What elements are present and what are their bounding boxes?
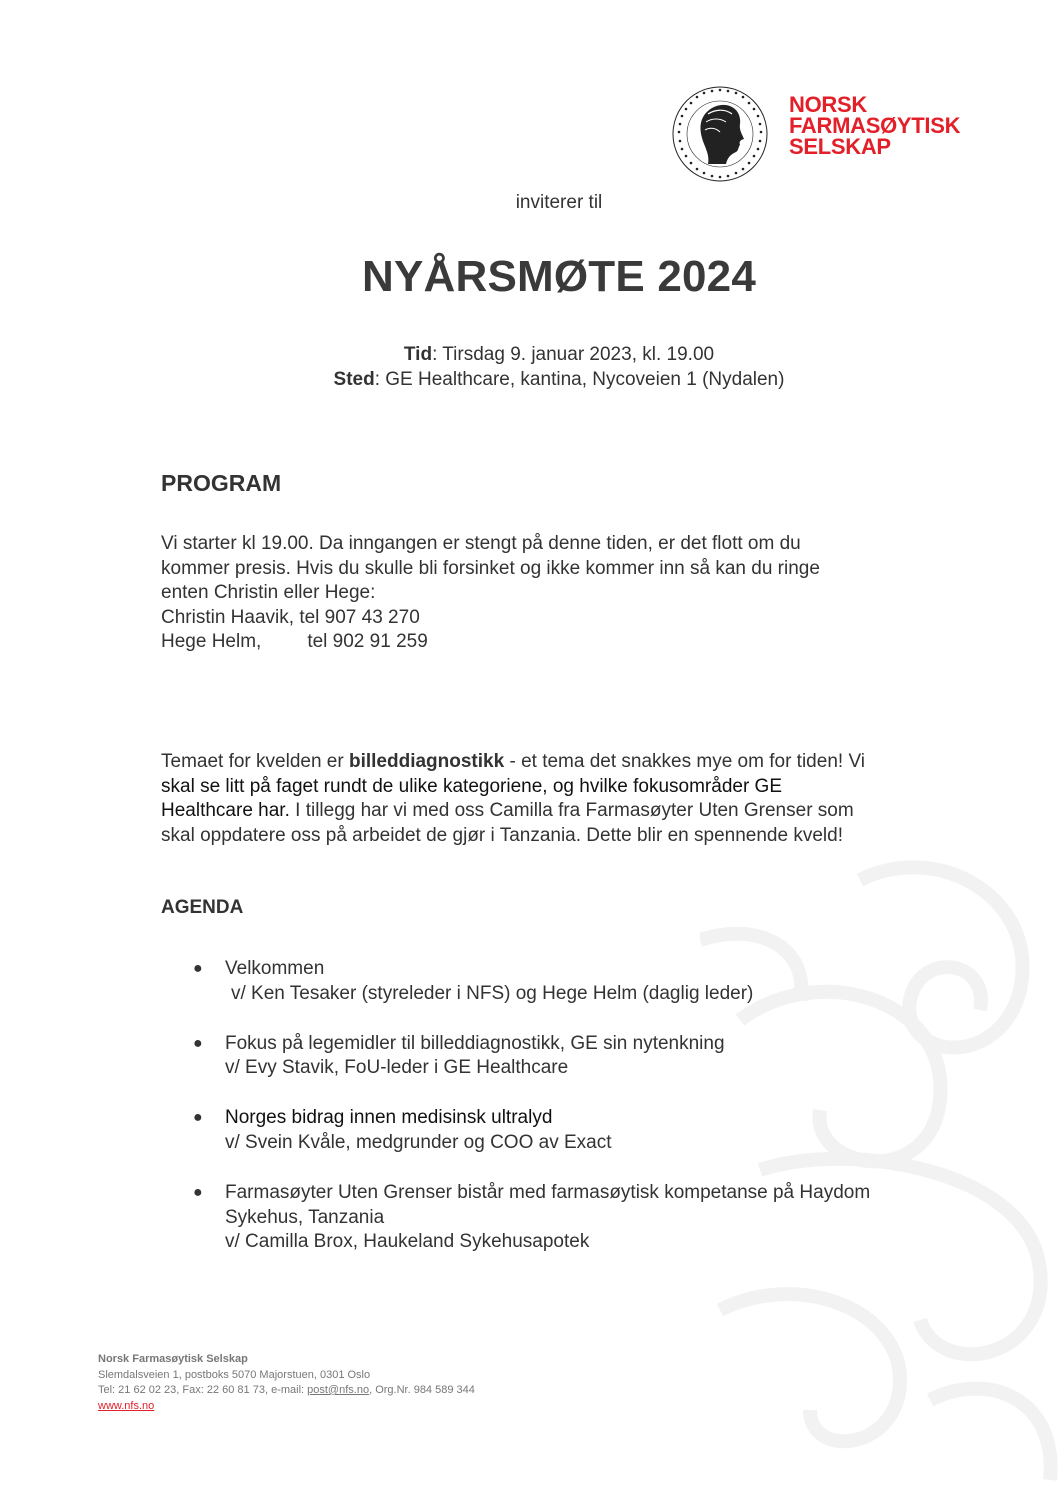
- footer-contact-prefix: Tel: 21 62 02 23, Fax: 22 60 81 73, e-mail:: [98, 1384, 308, 1396]
- program-line-3: enten Christin eller Hege:: [161, 582, 376, 603]
- footer-address: Slemdalsveien 1, postboks 5070 Majorstuen, 0301 Oslo: [98, 1368, 371, 1381]
- nfs-logo: [668, 84, 978, 184]
- contact-hege-name: Hege Helm,: [161, 631, 262, 652]
- time-line: [0, 342, 1058, 367]
- place-value: : GE Healthcare, kantina, Nycoveien 1 (Nydalen): [374, 369, 785, 390]
- theme-line-4: skal oppdatere oss på arbeidet de gjør i Tanzania. Dette blir en spennende kveld!: [161, 824, 843, 846]
- agenda-item: [161, 1181, 961, 1255]
- program-line-1: Vi starter kl 19.00. Da inngangen er stengt på denne tiden, er det flott om du: [161, 533, 801, 554]
- theme-line-3b: I tillegg har vi med oss Camilla fra Farmasøyter Uten Grenser som: [289, 800, 854, 821]
- society-seal-icon: [668, 84, 776, 184]
- agenda-item-speaker: v/ Evy Stavik, FoU-leder i GE Healthcare: [225, 1057, 569, 1079]
- agenda-item-title-continued: Sykehus, Tanzania: [225, 1206, 385, 1228]
- agenda-item-speaker: v/ Svein Kvåle, medgrunder og COO av Exact: [225, 1131, 612, 1153]
- footer-contact: [98, 1383, 475, 1399]
- agenda-item-speaker: v/ Camilla Brox, Haukeland Sykehusapotek: [225, 1231, 590, 1253]
- bullet-icon: ●: [193, 1109, 203, 1127]
- theme-keyword: billeddiagnostikk: [348, 751, 505, 772]
- theme-text-a: Temaet for kvelden er: [161, 751, 349, 772]
- logo-line-1: NORSK: [789, 92, 867, 117]
- agenda-list: [161, 957, 961, 1280]
- event-details: [0, 342, 1058, 392]
- bullet-icon: ●: [193, 1183, 203, 1201]
- program-line-2: kommer presis. Hvis du skulle bli forsinket og ikke kommer inn så kan du ringe: [161, 557, 820, 579]
- agenda-item-speaker: v/ Ken Tesaker (styreleder i NFS) og Hege Helm (daglig leder): [231, 982, 754, 1004]
- theme-line-1: [161, 750, 961, 775]
- agenda-item-title: Velkommen: [225, 958, 325, 979]
- program-paragraph: [161, 532, 961, 655]
- agenda-heading: AGENDA: [161, 897, 244, 918]
- place-line: [0, 367, 1058, 392]
- theme-line-3: [161, 799, 961, 824]
- contact-hege: [161, 630, 961, 655]
- footer-org-name: Norsk Farmasøytisk Selskap: [98, 1353, 248, 1365]
- logo-wordmark: [789, 94, 960, 157]
- agenda-item-title: Farmasøyter Uten Grenser bistår med farmasøytisk kompetanse på Haydom: [225, 1181, 871, 1203]
- theme-text-b: - et tema det snakkes mye om for tiden! Vi: [504, 751, 865, 772]
- invite-text: inviterer til: [515, 192, 603, 213]
- theme-line-2: skal se litt på faget rundt de ulike kategoriene, og hvilke fokusområder GE: [161, 775, 783, 797]
- agenda-item: [161, 957, 961, 1007]
- theme-paragraph: [161, 750, 961, 848]
- bullet-icon: ●: [193, 960, 203, 977]
- agenda-item: [161, 1032, 961, 1082]
- footer-email-link[interactable]: post@nfs.no: [307, 1384, 370, 1396]
- agenda-item: [161, 1106, 961, 1156]
- program-heading: PROGRAM: [161, 470, 282, 496]
- agenda-item-title: Norges bidrag innen medisinsk ultralyd: [225, 1107, 553, 1129]
- contact-hege-tel: tel 902 91 259: [307, 631, 428, 652]
- bullet-icon: ●: [193, 1034, 203, 1052]
- footer-contact-suffix: , Org.Nr. 984 589 344: [369, 1384, 475, 1396]
- contact-christin: Christin Haavik, tel 907 43 270: [161, 606, 420, 628]
- logo-line-2: FARMASØYTISK: [789, 113, 961, 138]
- agenda-item-title: Fokus på legemidler til billeddiagnostikk, GE sin nytenkning: [225, 1032, 725, 1054]
- footer: [98, 1352, 475, 1414]
- place-label: Sted: [333, 369, 375, 390]
- time-label: Tid: [403, 344, 433, 365]
- logo-line-3: SELSKAP: [789, 134, 891, 159]
- footer-website-link[interactable]: www.nfs.no: [98, 1399, 155, 1412]
- time-value: : Tirsdag 9. januar 2023, kl. 19.00: [432, 344, 715, 365]
- theme-line-3a: Healthcare har.: [161, 800, 290, 821]
- page-title: NYÅRSMØTE 2024: [361, 252, 757, 301]
